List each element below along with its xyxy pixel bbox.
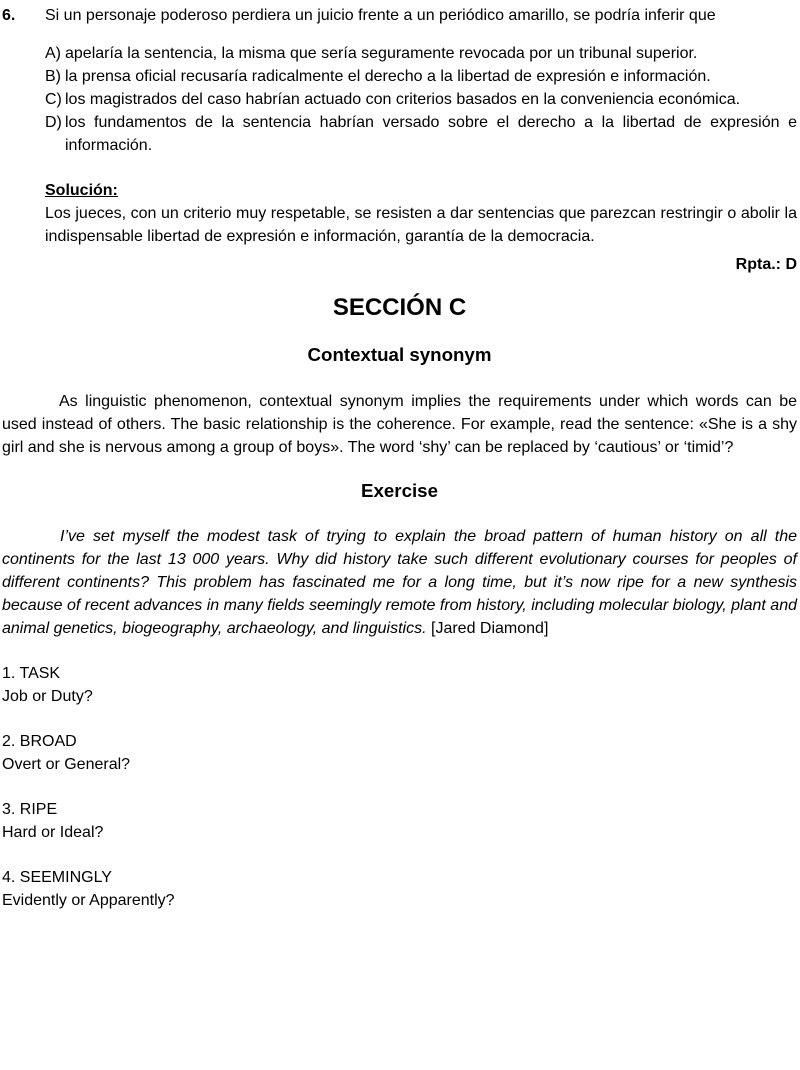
solution-heading: Solución:: [45, 182, 118, 199]
option-c: [45, 88, 797, 111]
solution-block: [45, 179, 797, 276]
option-c-label: C): [45, 91, 62, 108]
vocab-term: 3. RIPE: [2, 801, 58, 818]
question-number: 6.: [2, 7, 16, 24]
vocab-item-ripe: [2, 798, 797, 844]
vocab-term: 2. BROAD: [2, 733, 77, 750]
question-block: [2, 4, 797, 276]
contextual-synonym-heading: Contextual synonym: [307, 344, 492, 365]
section-c-heading: SECCIÓN C: [332, 294, 467, 321]
option-b: [45, 65, 797, 88]
option-c-text: los magistrados del caso habrían actuado con criterios basados en la conveniencia económica.: [65, 91, 741, 108]
vocab-choices: Overt or General?: [2, 756, 131, 773]
exercise-heading: Exercise: [361, 480, 438, 501]
vocab-item-seemingly: [2, 866, 797, 912]
vocab-term: 1. TASK: [2, 665, 61, 682]
options-list: [45, 42, 797, 157]
intro-paragraph: As linguistic phenomenon, contextual synonym implies the requirements under which words can be used instead of others. The basic relationship is the coherence. For example, read the sentence: «She is a shy girl and she is nervous among a group of boys». The word ‘shy’ can be replaced by ‘cautious’ or ‘timid’?: [2, 393, 797, 456]
exercise-passage: [2, 525, 797, 640]
option-d-label: D): [45, 114, 62, 131]
vocab-choices: Hard or Ideal?: [2, 824, 104, 841]
option-d: [45, 111, 797, 157]
section-c: [2, 296, 797, 912]
vocab-list: [2, 662, 797, 912]
vocab-item-broad: [2, 730, 797, 776]
option-a: [45, 42, 797, 65]
passage-text: I’ve set myself the modest task of trying to explain the broad pattern of human history on all the continents for the last 13 000 years. Why did history take such different evolutionary courses for peoples of different continents? This problem has fascinated me for a long time, but it’s now ripe for a new synthesis because of recent advances in many fields seemingly remote from history, including molecular biology, plant and animal genetics, biogeography, archaeology, and linguistics.: [2, 528, 797, 637]
passage-attribution: [Jared Diamond]: [426, 620, 549, 637]
vocab-item-task: [2, 662, 797, 708]
option-a-text: apelaría la sentencia, la misma que sería seguramente revocada por un tribunal superior.: [65, 45, 698, 62]
vocab-term: 4. SEEMINGLY: [2, 869, 112, 886]
vocab-choices: Evidently or Apparently?: [2, 892, 175, 909]
answer-line: Rpta.: D: [735, 256, 797, 273]
vocab-choices: Job or Duty?: [2, 688, 93, 705]
solution-text: Los jueces, con un criterio muy respetable, se resisten a dar sentencias que parezcan restringir o abolir la indispensable libertad de expresión e información, garantía de la democracia.: [45, 205, 797, 245]
option-d-text: los fundamentos de la sentencia habrían versado sobre el derecho a la libertad de expresión e información.: [65, 114, 797, 154]
option-a-label: A): [45, 45, 61, 62]
solution-heading-row: [45, 179, 797, 202]
question-row: [2, 4, 797, 27]
option-b-label: B): [45, 68, 61, 85]
option-b-text: la prensa oficial recusaría radicalmente el derecho a la libertad de expresión e información.: [65, 68, 711, 85]
question-text: Si un personaje poderoso perdiera un juicio frente a un periódico amarillo, se podría inferir que: [45, 7, 716, 24]
